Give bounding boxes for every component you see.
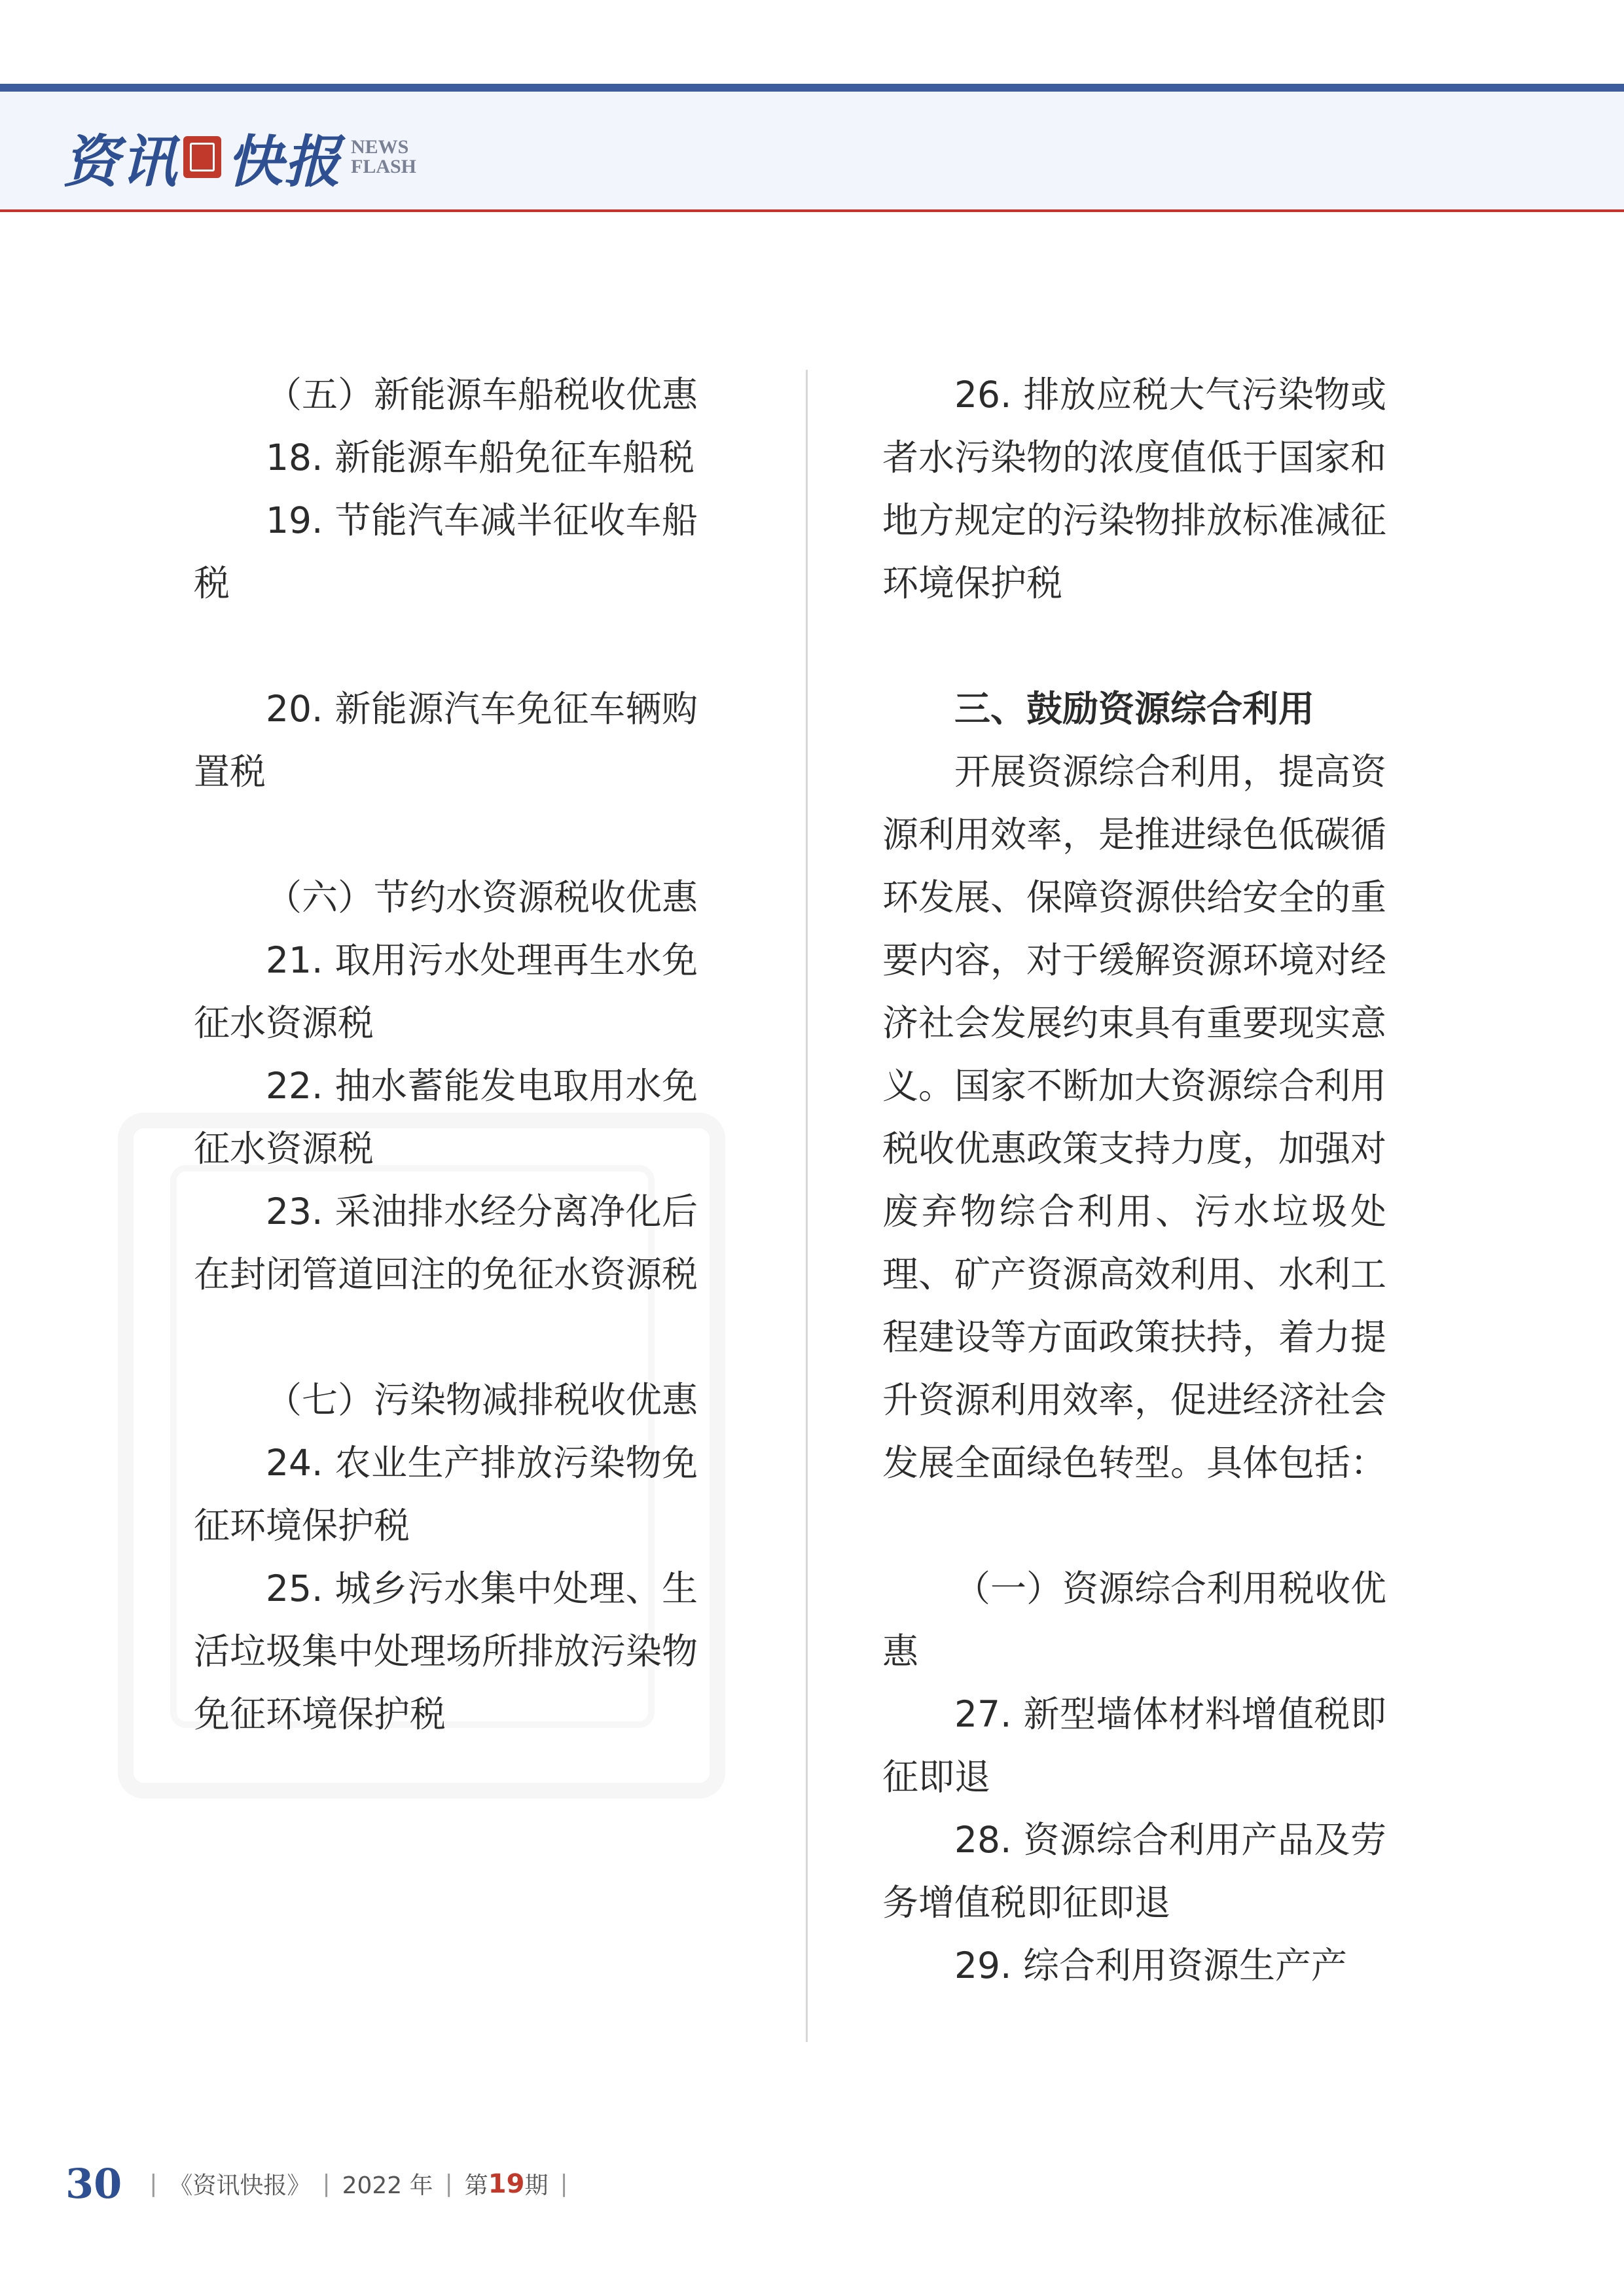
- masthead-english-line1: NEWS: [351, 136, 409, 158]
- list-item: 28. 资源综合利用产品及劳务增值税即征即退: [882, 1819, 1386, 1924]
- subsection-heading: （六）节约水资源税收优惠: [266, 876, 698, 918]
- footer-issue-prefix: 第: [464, 2172, 488, 2199]
- footer-year: 2022 年: [342, 2172, 433, 2199]
- list-item: 23. 采油排水经分离净化后在封闭管道回注的免征水资源税: [194, 1191, 698, 1295]
- column-divider: [806, 370, 808, 2042]
- list-item: 21. 取用污水处理再生水免征水资源税: [194, 939, 698, 1044]
- header-top-rule: [0, 84, 1624, 92]
- footer-issue-number: 19: [488, 2168, 525, 2199]
- list-item: 22. 抽水蓄能发电取用水免征水资源税: [194, 1065, 698, 1170]
- header-bottom-rule: [0, 209, 1624, 212]
- subsection-heading: （一）资源综合利用税收优惠: [882, 1568, 1387, 1672]
- footer-separator: |: [444, 2170, 453, 2197]
- footer-separator: |: [322, 2170, 331, 2197]
- masthead-english-line2: FLASH: [351, 156, 417, 177]
- list-item: 20. 新能源汽车免征车辆购置税: [194, 688, 698, 793]
- footer-separator: |: [560, 2170, 568, 2197]
- page-number: 30: [65, 2160, 122, 2208]
- list-item: 19. 节能汽车减半征收车船税: [194, 499, 698, 604]
- list-item: 25. 城乡污水集中处理、生活垃圾集中处理场所排放污染物免征环境保护税: [194, 1568, 698, 1735]
- masthead-english: [351, 137, 416, 177]
- footer-publication: 《资讯快报》: [169, 2172, 311, 2199]
- subsection-heading: （五）新能源车船税收优惠: [266, 374, 698, 416]
- body-paragraph: 开展资源综合利用，提高资源利用效率，是推进绿色低碳循环发展、保障资源供给安全的重要内容，对于缓解资源环境对经济社会发展约束具有重要现实意义。国家不断加大资源综合利用税收优惠政策支持力度，加强对废弃物综合利用、污水垃圾处理、矿产资源高效利用、水利工程建设等方面政策扶持，着力提升资源利用效率，促进经济社会发展全面绿色转型。具体包括：: [882, 751, 1387, 1484]
- footer-separator: |: [149, 2170, 158, 2197]
- list-item: 29. 综合利用资源生产产: [954, 1945, 1347, 1986]
- footer-issue-suffix: 期: [524, 2172, 549, 2199]
- masthead-title-part2: 快报: [226, 129, 342, 195]
- right-column: [882, 363, 1386, 1997]
- subsection-heading: （七）污染物减排税收优惠: [266, 1379, 698, 1421]
- list-item: 26. 排放应税大气污染物或者水污染物的浓度值低于国家和地方规定的污染物排放标准减征环境保护税: [882, 374, 1387, 604]
- section-heading: 三、鼓励资源综合利用: [954, 688, 1315, 730]
- page-footer: [65, 2160, 580, 2208]
- masthead: [63, 117, 416, 198]
- list-item: 24. 农业生产排放污染物免征环境保护税: [194, 1442, 698, 1547]
- left-column: [194, 363, 698, 1746]
- list-item: 18. 新能源车船免征车船税: [266, 437, 695, 478]
- masthead-title-part1: 资讯: [63, 129, 178, 195]
- seal-icon: [183, 136, 221, 178]
- list-item: 27. 新型墙体材料增值税即征即退: [882, 1693, 1386, 1798]
